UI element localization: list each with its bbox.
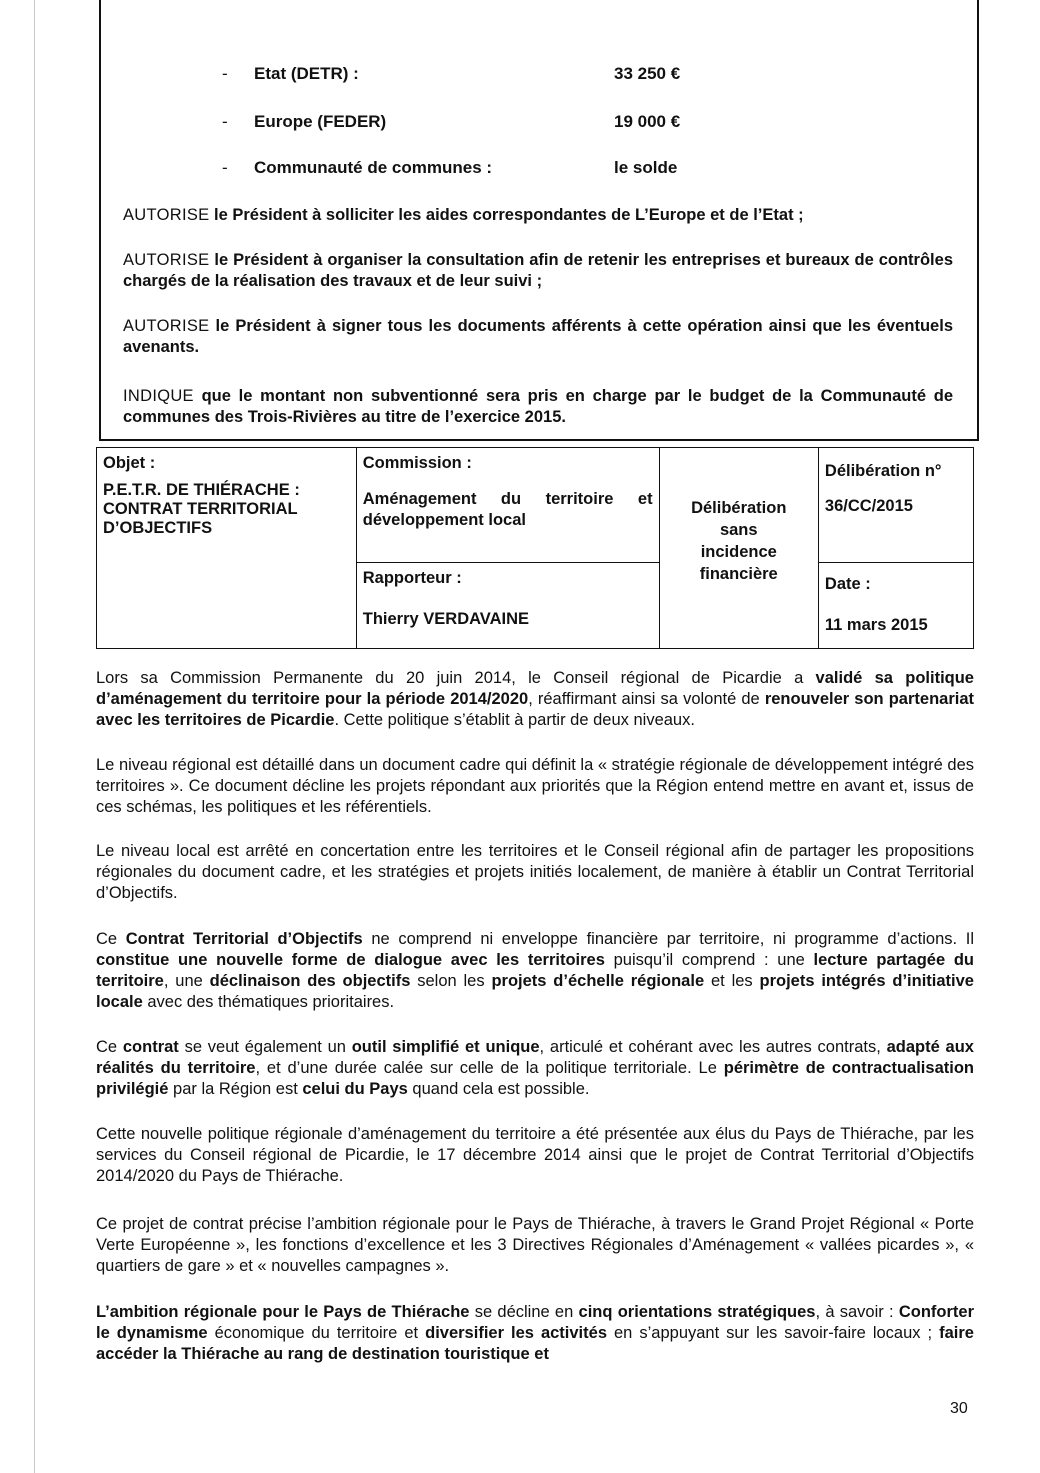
text-run: Le niveau régional est détaillé dans un document cadre qui définit la « stratégie régionale de développement intégré des territoires ». Ce document décline les projets répondant aux priorités que la Région entend mettre en avant et, issus de ces schémas, les politiques et les référentiels.	[96, 756, 974, 816]
text-run: en s’appuyant sur les savoir-faire locaux ;	[607, 1324, 940, 1342]
bold-text-run: validé sa politique d’aménagement du territoire pour la période 2014/2020	[96, 669, 974, 708]
text-run: quand cela est possible.	[407, 1080, 590, 1098]
text-run: Le niveau local est arrêté en concertation entre les territoires et le Conseil régional afin de partager les propositions régionales du document cadre, et les stratégies et projets initiés localement, de manière à établir un Contrat Territorial d’Objectifs.	[96, 842, 974, 902]
bold-text-run: Contrat Territorial d’Objectifs	[125, 930, 363, 948]
text-run: se décline en	[469, 1303, 579, 1321]
bold-text-run: projets intégrés d’initiative locale	[96, 972, 974, 1011]
bold-text-run: adapté aux réalités du territoire	[96, 1038, 974, 1077]
numero-cell	[818, 448, 973, 563]
rapporteur-label: Rapporteur :	[362, 569, 462, 587]
numero-value: 36/CC/2015	[824, 497, 913, 515]
body-paragraph	[96, 929, 974, 1013]
rapporteur-value: Thierry VERDAVAINE	[362, 610, 530, 628]
resolution-paragraph	[123, 250, 953, 292]
date-label: Date :	[824, 575, 871, 593]
body-paragraph	[96, 668, 974, 731]
bold-text-run: déclinaison des objectifs	[209, 972, 411, 990]
deliberation-table	[96, 447, 974, 649]
objet-cell	[97, 448, 357, 649]
text-run: , à savoir :	[815, 1303, 899, 1321]
bold-text-run: outil simplifié et unique	[351, 1038, 540, 1056]
text-run: se veut également un	[178, 1038, 352, 1056]
text-run: économique du territoire et	[207, 1324, 426, 1342]
body-paragraph	[96, 1214, 974, 1277]
bold-text-run: faire accéder la Thiérache au rang de destination touristique et	[96, 1324, 974, 1363]
commission-value: Aménagement du territoire et développement local	[362, 490, 653, 529]
resolution-paragraph	[123, 205, 953, 226]
list-dash: -	[222, 112, 228, 131]
bold-text-run: L’ambition régionale pour le Pays de Thiérache	[96, 1303, 470, 1321]
resolution-text: le Président à organiser la consultation afin de retenir les entreprises et bureaux de contrôles chargés de la réalisation des travaux et de leur suivi ;	[123, 251, 953, 290]
text-run: et les	[704, 972, 760, 990]
text-run: Ce	[96, 1038, 123, 1056]
list-dash: -	[222, 158, 228, 177]
text-run: Ce	[96, 930, 126, 948]
bold-text-run: diversifier les activités	[425, 1324, 607, 1342]
body-paragraph	[96, 1302, 974, 1365]
text-run: , et d’une durée calée sur celle de la politique territoriale. Le	[255, 1059, 724, 1077]
resolution-paragraph	[123, 386, 953, 428]
resolution-verb: AUTORISE	[123, 206, 210, 224]
bold-text-run: contrat	[122, 1038, 179, 1056]
resolution-verb: INDIQUE	[123, 387, 194, 405]
incidence-value: Délibération sans incidence financière	[691, 499, 787, 583]
commission-cell	[356, 448, 659, 563]
incidence-cell	[659, 448, 818, 649]
resolution-paragraph	[123, 316, 953, 358]
resolution-verb: AUTORISE	[123, 251, 210, 269]
text-run: avec des thématiques prioritaires.	[142, 993, 395, 1011]
resolution-text: le Président à solliciter les aides correspondantes de L’Europe et de l’Etat ;	[209, 206, 804, 224]
body-paragraph	[96, 755, 974, 818]
bold-text-run: lecture partagée du territoire	[96, 951, 975, 990]
page-margin-line	[34, 0, 35, 1473]
bold-text-run: constitue une nouvelle forme de dialogue avec les territoires	[96, 951, 605, 969]
text-run: , une	[163, 972, 210, 990]
bold-text-run: renouveler son partenariat avec les territoires de Picardie	[96, 690, 974, 729]
resolution-text: le Président à signer tous les documents afférents à cette opération ainsi que les éventuels avenants.	[123, 317, 953, 356]
text-run: puisqu’il comprend : une	[604, 951, 814, 969]
text-run: par la Région est	[168, 1080, 303, 1098]
body-paragraph	[96, 1037, 974, 1100]
text-run: Ce projet de contrat précise l’ambition régionale pour le Pays de Thiérache, à travers le Grand Projet Régional « Porte Verte Européenne », les fonctions d’excellence et les 3 Directives Régionales d’Aménagement « vallées picardes », « quartiers de gare » et « nouvelles campagnes ».	[96, 1215, 974, 1275]
date-value: 11 mars 2015	[824, 616, 928, 634]
funding-amount: 33 250 €	[614, 64, 681, 83]
rapporteur-cell	[356, 563, 659, 649]
commission-label: Commission :	[362, 454, 472, 472]
funding-amount: 19 000 €	[614, 112, 681, 131]
body-paragraph	[96, 1124, 974, 1187]
bold-text-run: projets d’échelle régionale	[491, 972, 705, 990]
text-run: selon les	[410, 972, 492, 990]
date-cell	[818, 563, 973, 649]
bold-text-run: Conforter le dynamisme	[96, 1303, 974, 1342]
resolution-text: que le montant non subventionné sera pris en charge par le budget de la Communauté de communes des Trois-Rivières au titre de l’exercice 2015.	[123, 387, 953, 426]
objet-value: P.E.T.R. DE THIÉRACHE : CONTRAT TERRITORIAL D’OBJECTIFS	[103, 481, 300, 537]
funding-amount: le solde	[614, 158, 678, 177]
text-run: Lors sa Commission Permanente du 20 juin 2014, le Conseil régional de Picardie a	[96, 669, 816, 687]
text-run: , réaffirmant ainsi sa volonté de	[528, 690, 765, 708]
text-run: ne comprend ni enveloppe financière par territoire, ni programme d’actions. Il	[362, 930, 975, 948]
bold-text-run: périmètre de contractualisation privilégié	[96, 1059, 974, 1098]
funding-label: Europe (FEDER)	[254, 112, 387, 131]
bold-text-run: celui du Pays	[302, 1080, 408, 1098]
body-paragraph	[96, 841, 974, 904]
funding-label: Etat (DETR) :	[254, 64, 359, 83]
text-run: . Cette politique s’établit à partir de deux niveaux.	[334, 711, 695, 729]
bold-text-run: cinq orientations stratégiques	[578, 1303, 816, 1321]
objet-label: Objet :	[103, 454, 156, 472]
resolution-verb: AUTORISE	[123, 317, 210, 335]
numero-label: Délibération n°	[824, 462, 942, 480]
funding-label: Communauté de communes :	[254, 158, 493, 177]
list-dash: -	[222, 64, 228, 83]
text-run: Cette nouvelle politique régionale d’aménagement du territoire a été présentée aux élus du Pays de Thiérache, par les services du Conseil régional de Picardie, le 17 décembre 2014 ainsi que le projet de Contrat Territorial d’Objectifs 2014/2020 du Pays de Thiérache.	[96, 1125, 974, 1185]
text-run: , articulé et cohérant avec les autres contrats,	[539, 1038, 887, 1056]
page-number: 30	[950, 1400, 968, 1417]
